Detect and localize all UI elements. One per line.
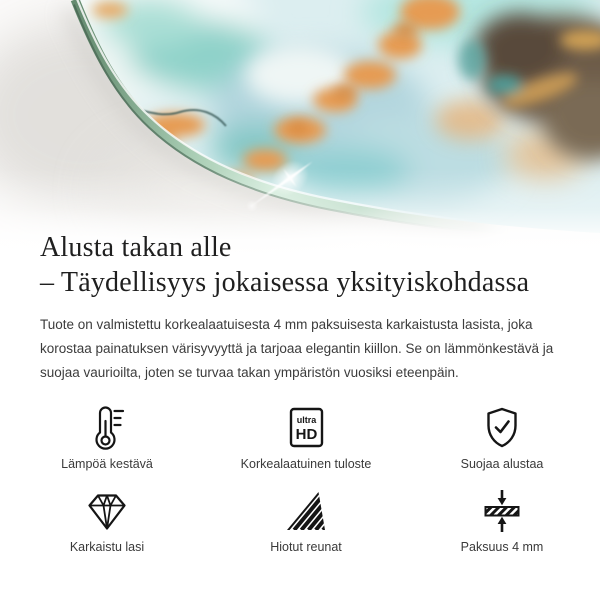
feature-polished-edges (213, 487, 399, 555)
feature-tempered-glass (14, 487, 200, 555)
feature-protects-surface (409, 404, 595, 472)
section-heading (40, 230, 580, 300)
hd-text: HD (295, 426, 318, 443)
feature-heat-resistant (14, 404, 200, 472)
ultra-hd-icon (282, 404, 330, 452)
ultra-text: ultra (296, 415, 317, 425)
feature-high-quality-print (213, 404, 399, 472)
shield-check-icon (478, 404, 526, 452)
feature-label: Suojaa alustaa (460, 457, 544, 471)
sparkle-secondary (246, 200, 258, 212)
feature-thickness-4mm (409, 487, 595, 555)
feature-label: Korkealaatuinen tuloste (240, 457, 372, 471)
section-paragraph: Tuote on valmistettu korkealaatuisesta 4 mm paksuisesta karkaistusta lasista, joka korostaa painatuksen värisyvyyttä ja tarjoaa elegantin kiillon. Se on lämmönkestävä ja suojaa vaurioilta, joten se turvaa takan ympäristön vuosiksi eteenpäin. (40, 317, 554, 380)
feature-label: Hiotut reunat (270, 540, 342, 554)
heading-line-1: Alusta takan alle (40, 232, 232, 263)
feature-label: Karkaistu lasi (69, 540, 145, 554)
heading-line-2: – Täydellisyys jokaisessa yksityiskohdassa (40, 267, 530, 298)
thermometer-icon (83, 404, 131, 452)
feature-label: Paksuus 4 mm (460, 540, 544, 554)
feature-label: Lämpöä kestävä (61, 457, 153, 471)
polished-edges-icon (282, 487, 330, 535)
diamond-icon (83, 487, 131, 535)
compressed-thickness-icon (478, 487, 526, 535)
